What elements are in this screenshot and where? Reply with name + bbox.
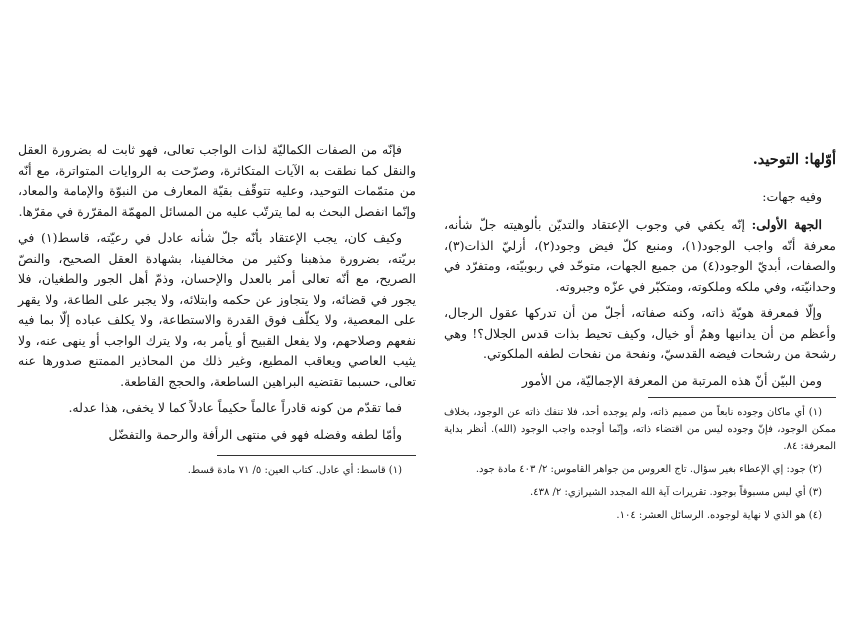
paragraph-knowledge: وإلّا فمعرفة هويّة ذاته، وكنه صفاته، أجلّ من أن تدركها عقول الرجال، وأعظم من أن يدانيها وهمٌ أو خيال، وكيف تحيط بذات قدس الجلال؟! وهي رشحة من رشحات فيضه القدسيّ، ونفحة من نفحات لطفه الملكوتي. xyxy=(444,305,836,361)
section-heading: أوّلها: التوحيد. xyxy=(752,151,836,168)
footnote-1: (١) أي ماكان وجوده نابعاً من صميم ذاته، ولم يوجده أحد، فلا تنفك ذاته عن الوجود، بخلاف ممكن الوجود، فإنّ وجوده ليس من اقتضاء ذاته، وإنّما أوجده واجب الوجود (الله). أنظر بداية المعرفة: ٨٤. xyxy=(444,407,836,452)
footnote-1: (١) قاسط: أي عادل. كتاب العين: ٥/ ٧١ مادة قسط. xyxy=(187,465,402,476)
footnote-divider xyxy=(648,397,836,398)
paragraph-attributes: فإنّه من الصفات الكماليّة لذات الواجب تعالى، فهو ثابت له بضرورة العقل والنقل كما نطقت به الآيات المتكاثرة، وصرّحت به الروايات المتواترة، مع أنّه من متمّمات التوحيد، وعليه تتوقّف بقيّة المعارف من النبوّة والإمامة والمعاد، وإنّما انفصل البحث به لما يترتّب عليه من المسائل المهمّة المقرّرة في مقرّها. xyxy=(18,142,416,219)
paragraph-justice: وكيف كان، يجب الإعتقاد بأنّه جلّ شأنه عادل في رعيّته، قاسط(١) في بريّته، بضرورة مذهبنا وكثير من مخالفينا، بشهادة العقل الصحيح، والنصّ الصريح، مع أنّه تعالى أمر بالعدل والإحسان، وذمّ أهل الجور والطغيان، فلا يجور في قضائه، ولا يتجاوز عن حكمه وابتلائه، ولا يجبر على الطاعة، ولا يقهر على المعصية، ولا يكلّف فوق القدرة والاستطاعة، ولا يكلف عباده إلّا بما فيه نفعهم وصلاحهم، ولا يفعل القبيح أو يأمر به، ولا يترك الواجب أو ينهى عنه، ولا يثيب العاصي ويعاقب المطيع، وغير ذلك من المحاذير الممتنع صدورها عنه تعالى، حسبما تقتضيه البراهين الساطعة، والحجج القاطعة. xyxy=(18,230,416,389)
left-column xyxy=(18,140,416,485)
paragraph-summary: فما تقدّم من كونه قادراً عالماً حكيماً عادلاً كما لا يخفى، هذا عدله. xyxy=(68,400,402,415)
right-column xyxy=(444,140,836,530)
paragraph-grace: وأمّا لطفه وفضله فهو في منتهى الرأفة والرحمة والتفضّل xyxy=(108,426,402,442)
paragraph-first-aspect xyxy=(444,215,836,297)
footnote-divider xyxy=(217,455,416,456)
footnote-2: (٢) جود: إي الإعطاء بغير سؤال. تاج العروس من جواهر القاموس: ٢/ ٤٠٣ مادة جود. xyxy=(475,464,822,475)
footnote-4: (٤) هو الذي لا نهاية لوجوده. الرسائل العشر: ١٠٤. xyxy=(616,510,822,521)
paragraph-continued: ومن البيّن أنّ هذه المرتبة من المعرفة الإجماليّة، من الأمور xyxy=(521,372,822,388)
footnote-3: (٣) أي ليس مسبوقاً بوجود. تقريرات آية الله المجدد الشيرازي: ٢/ ٤٣٨. xyxy=(530,487,822,498)
aspect-text: إنّه يكفي في وجوب الإعتقاد والتديّن بألوهيته جلّ شأنه، معرفة أنّه واجب الوجود(١)، ومنبع كلّ فيض وجود(٢)، أزليّ الذات(٣)، والصفات، أبديّ الوجود(٤) من جميع الجهات، متوحّد في ربوبيّته، ومتفرّد في وحدانيّته، وفي ملكه وملكوته، ومتكبّر في عزّه وجبروته. xyxy=(444,217,837,294)
aspect-label: الجهة الأولى: xyxy=(751,217,822,232)
section-intro: وفيه جهات: xyxy=(762,188,822,204)
